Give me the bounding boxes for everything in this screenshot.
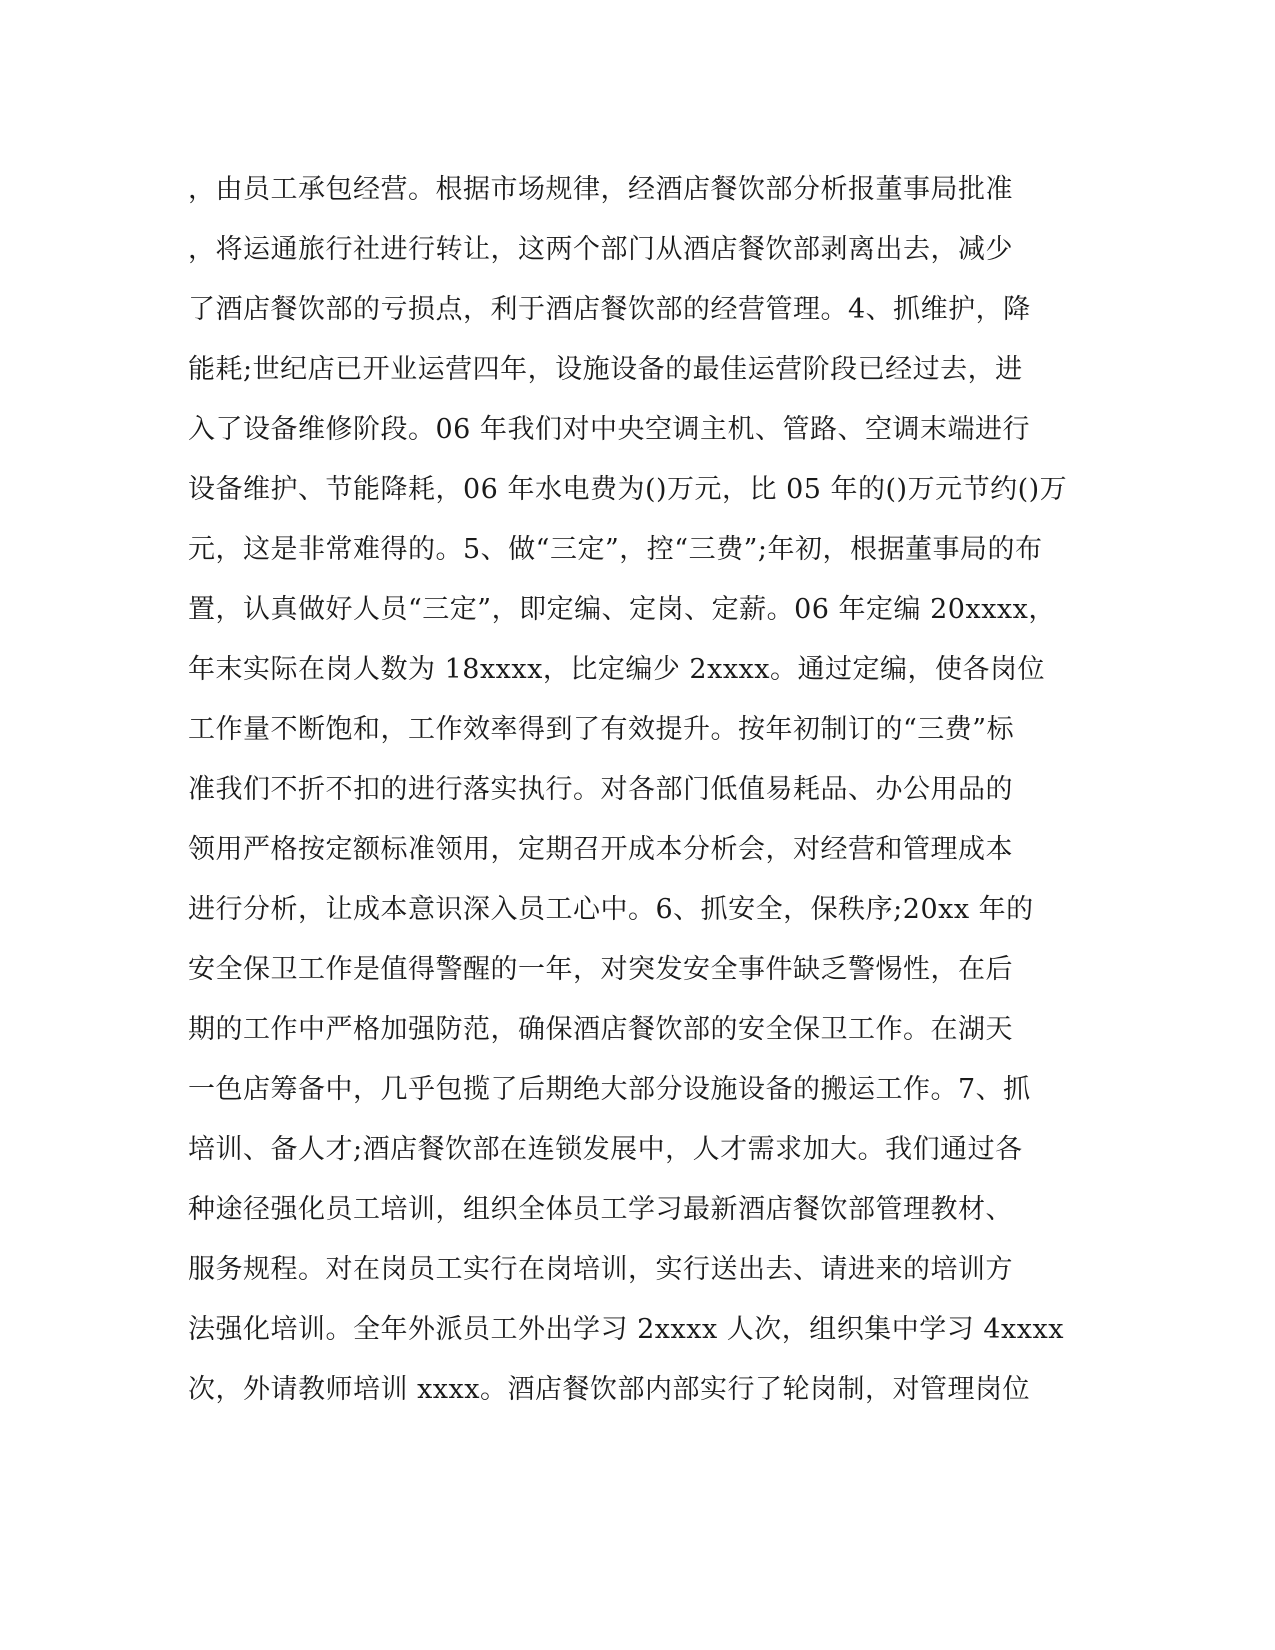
text-line: ，由员工承包经营。根据市场规律，经酒店餐饮部分析报董事局批准	[188, 174, 1013, 205]
text-line: 法强化培训。全年外派员工外出学习 2xxxx 人次，组织集中学习 4xxxx	[188, 1314, 1064, 1345]
text-line: 准我们不折不扣的进行落实执行。对各部门低值易耗品、办公用品的	[188, 774, 1013, 805]
text-line: 进行分析，让成本意识深入员工心中。6、抓安全，保秩序;20xx 年的	[188, 894, 1034, 925]
text-line: 一色店筹备中，几乎包揽了后期绝大部分设施设备的搬运工作。7、抓	[188, 1074, 1031, 1105]
text-line: 置，认真做好人员“三定”，即定编、定岗、定薪。06 年定编 20xxxx，	[188, 594, 1056, 625]
text-line: 领用严格按定额标准领用，定期召开成本分析会，对经营和管理成本	[188, 834, 1013, 865]
text-line: 服务规程。对在岗员工实行在岗培训，实行送出去、请进来的培训方	[188, 1254, 1013, 1285]
text-line: 种途径强化员工培训，组织全体员工学习最新酒店餐饮部管理教材、	[188, 1194, 1013, 1225]
text-line: 能耗;世纪店已开业运营四年，设施设备的最佳运营阶段已经过去，进	[188, 354, 1023, 385]
text-line: 培训、备人才;酒店餐饮部在连锁发展中，人才需求加大。我们通过各	[188, 1134, 1023, 1165]
text-line: ，将运通旅行社进行转让，这两个部门从酒店餐饮部剥离出去，减少	[188, 234, 1013, 265]
text-line: 了酒店餐饮部的亏损点，利于酒店餐饮部的经营管理。4、抓维护，降	[188, 294, 1031, 325]
text-line: 工作量不断饱和，工作效率得到了有效提升。按年初制订的“三费”标	[188, 714, 1015, 745]
text-line: 元，这是非常难得的。5、做“三定”，控“三费”;年初，根据董事局的布	[188, 534, 1043, 565]
text-line: 入了设备维修阶段。06 年我们对中央空调主机、管路、空调末端进行	[188, 414, 1030, 445]
text-line: 设备维护、节能降耗，06 年水电费为()万元，比 05 年的()万元节约()万	[188, 474, 1068, 505]
text-line: 次，外请教师培训 xxxx。酒店餐饮部内部实行了轮岗制，对管理岗位	[188, 1374, 1030, 1405]
body-text	[188, 160, 1088, 1420]
text-line: 年末实际在岗人数为 18xxxx，比定编少 2xxxx。通过定编，使各岗位	[188, 654, 1046, 685]
text-line: 安全保卫工作是值得警醒的一年，对突发安全事件缺乏警惕性，在后	[188, 954, 1013, 985]
text-line: 期的工作中严格加强防范，确保酒店餐饮部的安全保卫工作。在湖天	[188, 1014, 1013, 1045]
